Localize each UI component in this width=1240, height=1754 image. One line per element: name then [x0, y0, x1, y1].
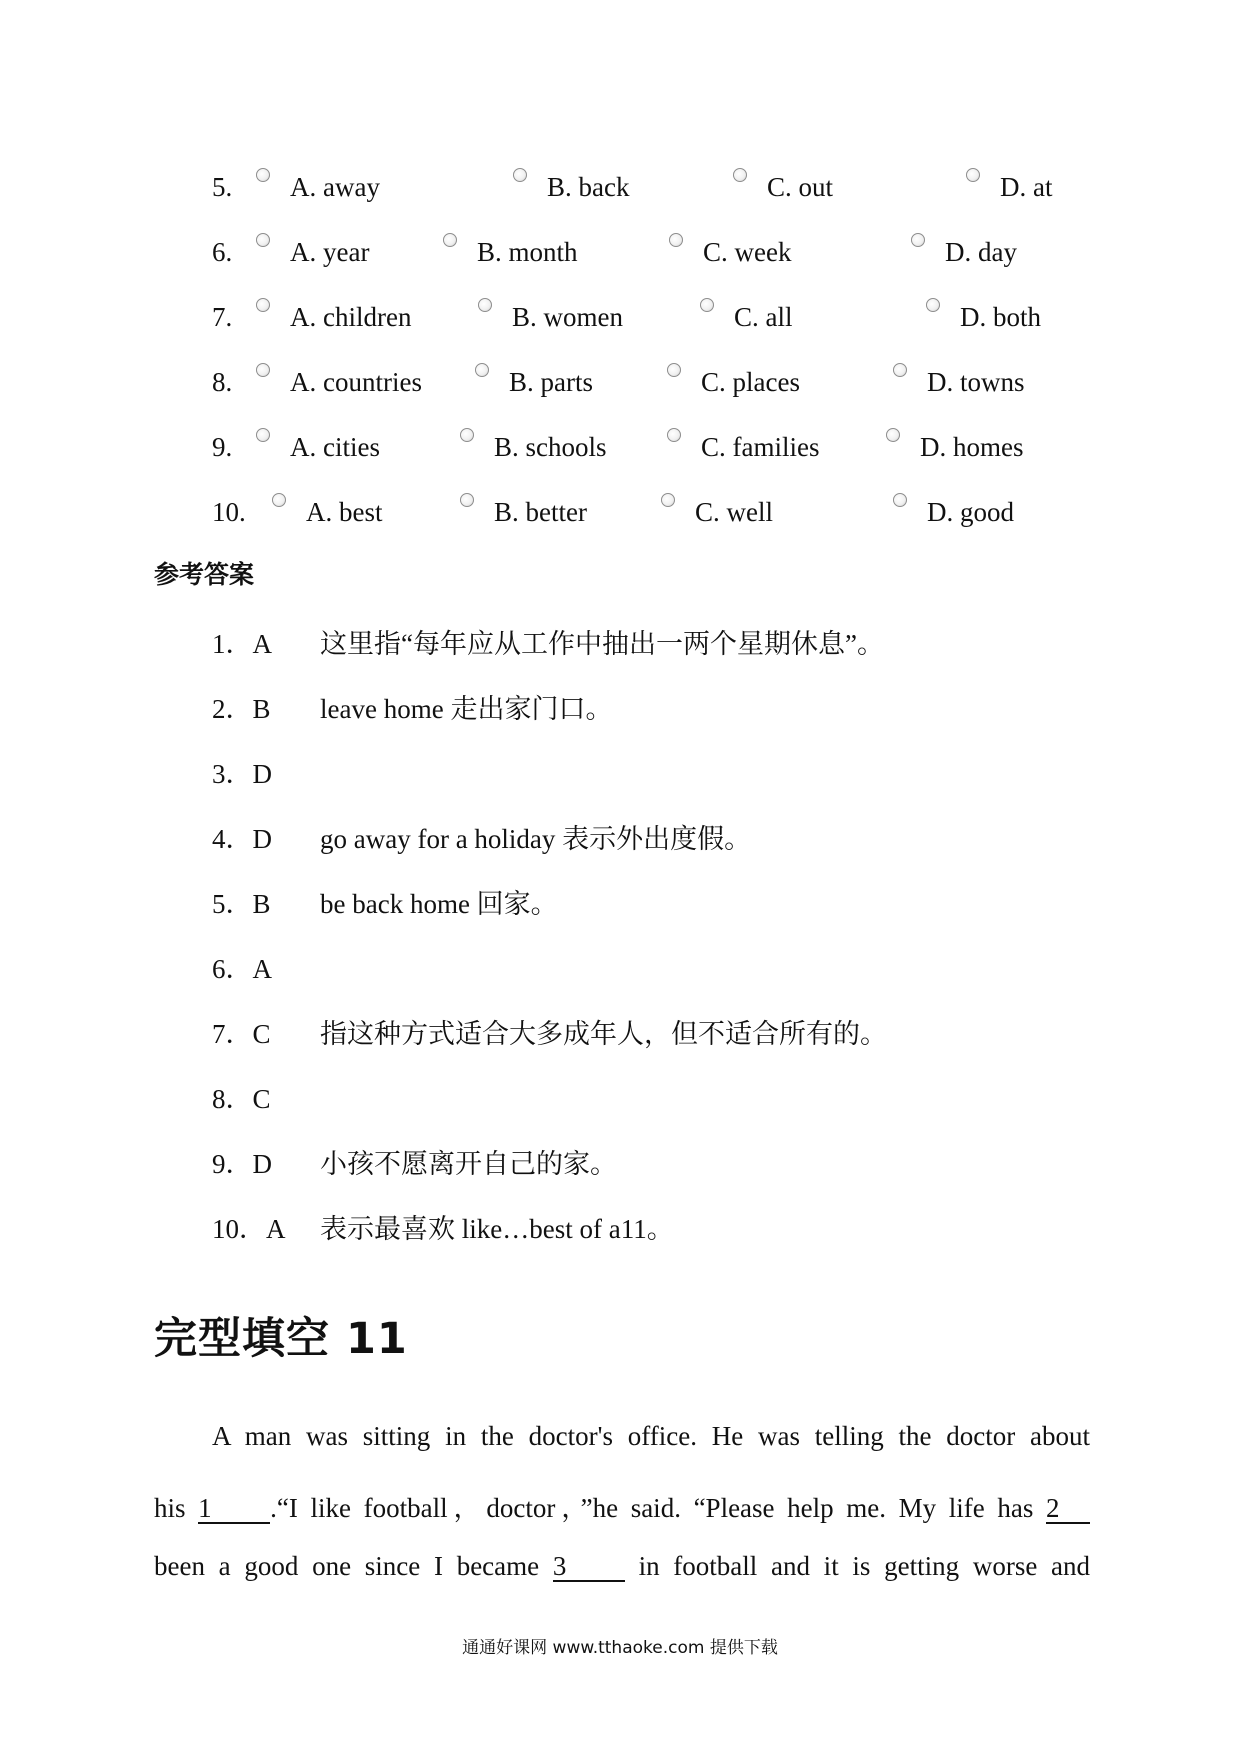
- question-row-9: 9. A. cities B. schools C. families D. homes: [0, 428, 1240, 468]
- answer-row: [212, 882, 1112, 918]
- answer-key: 5．B: [212, 889, 271, 919]
- radio-button-icon[interactable]: [256, 428, 270, 442]
- question-row-7: 7. A. children B. women C. all D. both: [0, 298, 1240, 338]
- question-row-10: 10. A. best B. better C. well D. good: [0, 493, 1240, 533]
- radio-button-icon[interactable]: [893, 363, 907, 377]
- question-number: 9.: [212, 432, 233, 462]
- blank-3[interactable]: 3: [553, 1552, 625, 1582]
- radio-button-icon[interactable]: [926, 298, 940, 312]
- answer-explanation: leave home 走出家门口。: [320, 694, 613, 724]
- radio-button-icon[interactable]: [911, 233, 925, 247]
- radio-button-icon[interactable]: [272, 493, 286, 507]
- answer-explanation: 这里指“每年应从工作中抽出一两个星期休息”。: [320, 629, 884, 659]
- answer-row: [212, 1012, 1112, 1048]
- answer-row: [212, 752, 1112, 788]
- question-number: 7.: [212, 302, 233, 332]
- radio-button-icon[interactable]: [667, 428, 681, 442]
- answer-key: 7．C: [212, 1019, 271, 1049]
- passage-line-2: his 1 .“I like football，doctor，”he said. “Please help me. My life has 2: [154, 1486, 1090, 1525]
- radio-button-icon[interactable]: [661, 493, 675, 507]
- answer-row: [212, 1207, 1112, 1243]
- answer-key: 10．A: [212, 1214, 286, 1244]
- radio-button-icon[interactable]: [443, 233, 457, 247]
- radio-button-icon[interactable]: [700, 298, 714, 312]
- answer-key: 2．B: [212, 694, 271, 724]
- question-row-5: 5. A. away B. back C. out D. at: [0, 168, 1240, 208]
- radio-button-icon[interactable]: [893, 493, 907, 507]
- answer-row: [212, 947, 1112, 983]
- radio-button-icon[interactable]: [478, 298, 492, 312]
- passage-line-3: been a good one since I became 3 in football and it is getting worse and: [154, 1551, 1091, 1581]
- answer-row: [212, 817, 1112, 853]
- answer-row: [212, 622, 1112, 658]
- radio-button-icon[interactable]: [256, 168, 270, 182]
- radio-button-icon[interactable]: [256, 298, 270, 312]
- passage-title: 完型填空 11: [154, 1314, 408, 1364]
- answer-row: [212, 1142, 1112, 1178]
- question-number: 8.: [212, 367, 233, 397]
- question-number: 5.: [212, 172, 233, 202]
- answer-explanation: 表示最喜欢 like…best of a11。: [320, 1214, 674, 1244]
- radio-button-icon[interactable]: [886, 428, 900, 442]
- answer-explanation: be back home 回家。: [320, 889, 558, 919]
- radio-button-icon[interactable]: [669, 233, 683, 247]
- question-row-8: 8. A. countries B. parts C. places D. towns: [0, 363, 1240, 403]
- blank-1[interactable]: 1: [198, 1494, 270, 1524]
- answer-row: [212, 1077, 1112, 1113]
- radio-button-icon[interactable]: [475, 363, 489, 377]
- page-footer: 通通好课网 www.tthaoke.com 提供下载: [462, 1638, 778, 1658]
- question-row-6: 6. A. year B. month C. week D. day: [0, 233, 1240, 273]
- question-number: 10.: [212, 497, 246, 527]
- radio-button-icon[interactable]: [256, 363, 270, 377]
- answer-explanation: 指这种方式适合大多成年人，但不适合所有的。: [320, 1019, 887, 1049]
- answer-key: 3．D: [212, 759, 272, 789]
- answer-key: 4．D: [212, 824, 272, 854]
- question-number: 6.: [212, 237, 233, 267]
- answer-explanation: go away for a holiday 表示外出度假。: [320, 824, 752, 854]
- radio-button-icon[interactable]: [256, 233, 270, 247]
- radio-button-icon[interactable]: [966, 168, 980, 182]
- radio-button-icon[interactable]: [733, 168, 747, 182]
- passage-line-1: A man was sitting in the doctor's office. He was telling the doctor about: [212, 1421, 1090, 1451]
- answer-key: 9．D: [212, 1149, 272, 1179]
- radio-button-icon[interactable]: [460, 428, 474, 442]
- radio-button-icon[interactable]: [513, 168, 527, 182]
- answer-explanation: 小孩不愿离开自己的家。: [320, 1149, 617, 1179]
- answer-key: 8．C: [212, 1084, 271, 1114]
- answer-row: [212, 687, 1112, 723]
- blank-2[interactable]: 2: [1046, 1494, 1090, 1524]
- radio-button-icon[interactable]: [460, 493, 474, 507]
- answers-heading: 参考答案: [154, 560, 255, 589]
- radio-button-icon[interactable]: [667, 363, 681, 377]
- answer-key: 6．A: [212, 954, 272, 984]
- answer-key: 1．A: [212, 629, 272, 659]
